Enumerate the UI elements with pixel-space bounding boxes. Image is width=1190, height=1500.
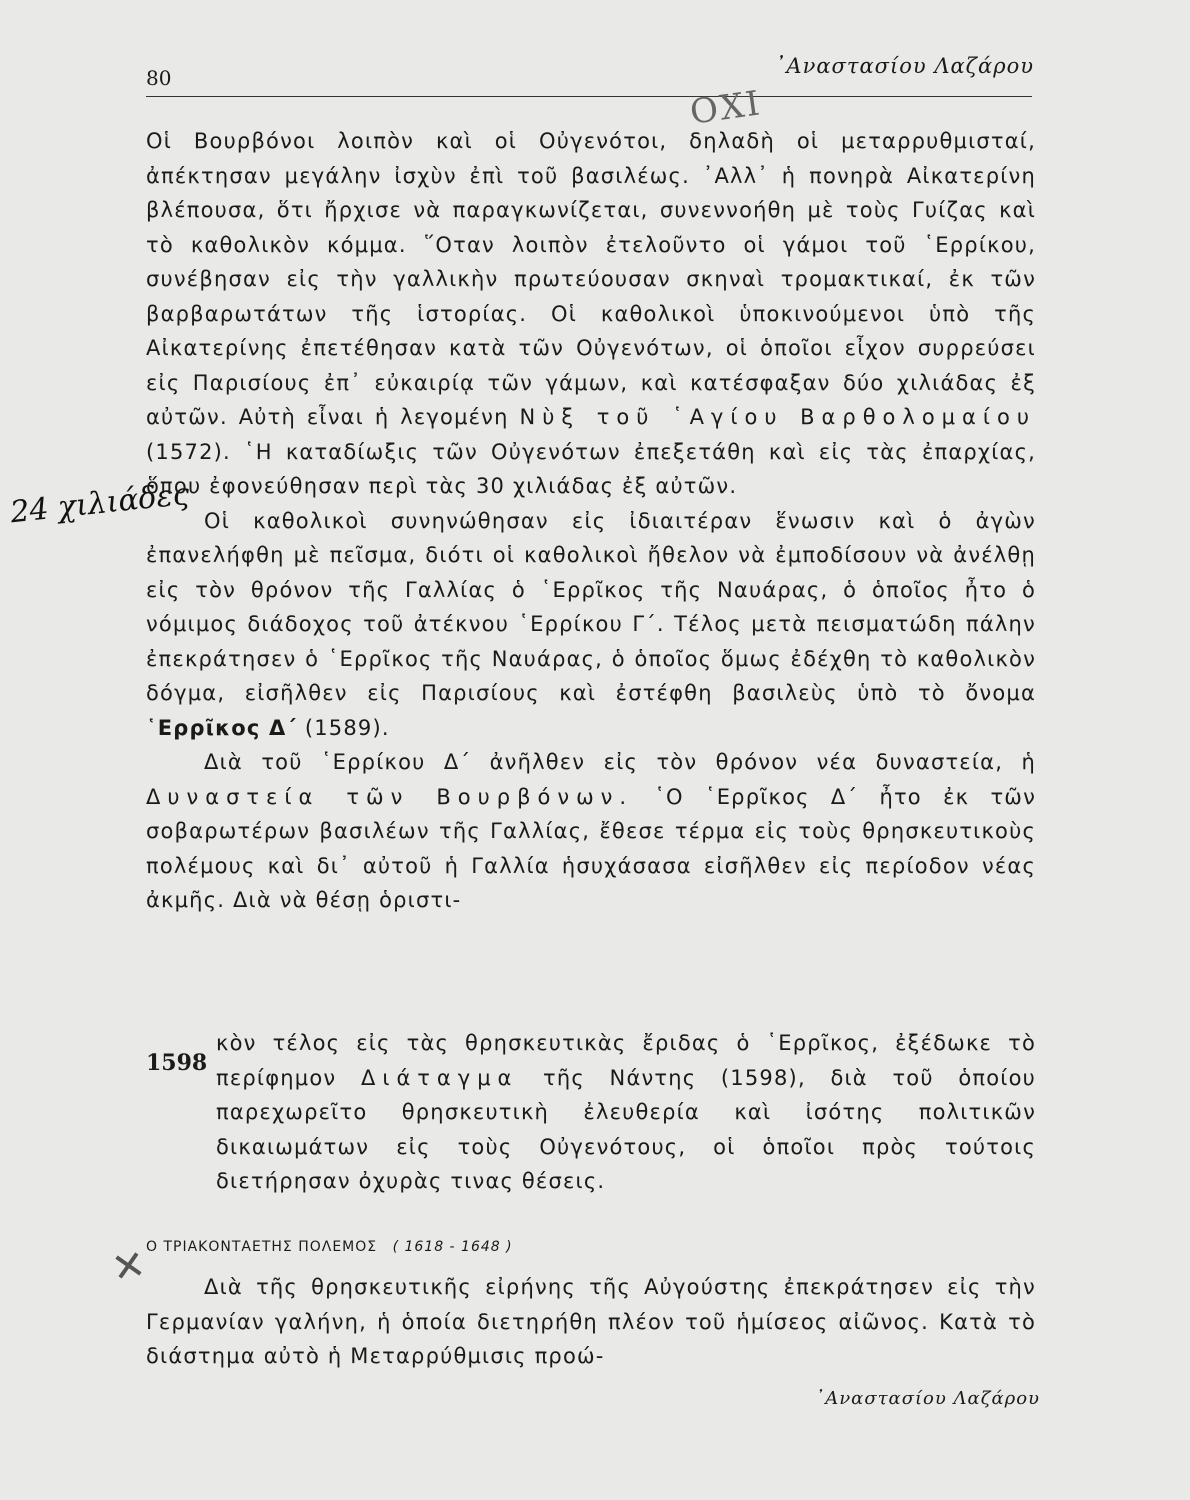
spaced-emphasis: Δυναστεία τῶν Βουρβόνων.: [146, 784, 634, 809]
paragraph: [146, 745, 1036, 918]
paragraph-text: (1589).: [304, 715, 390, 740]
paragraph-text: Διὰ τοῦ ῾Ερρίκου Δ΄ ἀνῆλθεν εἰς τὸν θρόνον νέα δυναστεία, ἡ: [204, 750, 1036, 774]
section-text-block: [146, 1270, 1036, 1374]
paragraph-text: ῾Ο ῾Ερρῖκος Δ΄ ἦτο ἐκ τῶν σοβαρωτέρων βασιλέων τῆς Γαλλίας, ἔθεσε τέρμα εἰς τοὺς θρησκευτικοὺς πολέμους καὶ δι᾿ αὐτοῦ ἡ Γαλλία ἡσυχάσασα εἰσῆλθεν εἰς περίοδον νέας ἀκμῆς. Διὰ νὰ θέσῃ ὁριστι-: [146, 784, 1037, 912]
paragraph: [146, 504, 1036, 746]
paragraph-continuation: [216, 1026, 1036, 1199]
handwritten-margin-note: 24 χιλιάδες: [8, 476, 191, 531]
margin-year-note: 1598: [146, 1050, 208, 1076]
section-heading: [146, 1239, 513, 1255]
pencil-annotation: ΟΧΙ: [687, 83, 764, 133]
paragraph: [146, 124, 1036, 504]
spaced-emphasis: Νὺξ τοῦ ῾Αγίου Βαρθολομαίου: [519, 405, 1036, 429]
pencil-x-mark: ✕: [108, 1241, 150, 1293]
paragraph-text: τῆς Νάντης (1598), διὰ τοῦ ὁποίου παρεχωρεῖτο θρησκευτικὴ ἐλευθερία καὶ ἰσότης πολιτικῶν δικαιωμάτων εἰς τοὺς Οὐγενότους, οἱ ὁποῖοι πρὸς τούτοις διετήρησαν ὀχυρὰς τινας θέσεις.: [216, 1065, 1036, 1193]
section-title: Ο ΤΡΙΑΚΟΝΤΑΕΤΗΣ ΠΟΛΕΜΟΣ: [146, 1239, 378, 1255]
spaced-emphasis: Διάταγμα: [360, 1065, 519, 1090]
paragraph-text: Οἱ καθολικοὶ συνηνώθησαν εἰς ἰδιαιτέραν ἕνωσιν καὶ ὁ ἀγὼν ἐπανελήφθη μὲ πεῖσμα, διότι οἱ καθολικοὶ ἤθελον νὰ ἐμποδίσουν νὰ ἀνέλθῃ εἰς τὸν θρόνον τῆς Γαλλίας ὁ ῾Ερρῖκος τῆς Ναυάρας, ὁ ὁποῖος ἦτο ὁ νόμιμος διάδοχος τοῦ ἀτέκνου ῾Ερρίκου Γ΄. Τέλος μετὰ πεισματώδη πάλην ἐπεκράτησεν ὁ ῾Ερρῖκος τῆς Ναυάρας, ὁ ὁποῖος ὅμως ἐδέχθη τὸ καθολικὸν δόγμα, εἰσῆλθεν εἰς Παρισίους καὶ ἐστέφθη βασιλεὺς ὑπὸ τὸ ὄνομα: [146, 508, 1036, 705]
paragraph: Διὰ τῆς θρησκευτικῆς εἰρήνης τῆς Αὐγούστης ἐπεκράτησεν εἰς τὴν Γερμανίαν γαλήνη, ἡ ὁποία διετηρήθη πλέον τοῦ ἡμίσεος αἰῶνος. Κατὰ τὸ διάστημα αὐτὸ ἡ Μεταρρύθμισις προώ-: [146, 1275, 1036, 1368]
section-date-range: ( 1618 - 1648 ): [392, 1239, 513, 1255]
header-rule: [146, 96, 1032, 97]
main-text-block: [146, 124, 1036, 918]
page-number: 80: [146, 66, 172, 90]
running-head: ᾿Αναστασίου Λαζάρου: [774, 54, 1034, 78]
paragraph-text: Οἱ Βουρβόνοι λοιπὸν καὶ οἱ Οὐγενότοι, δηλαδὴ οἱ μεταρρυθμισταί, ἀπέκτησαν μεγάλην ἰσχὺν ἐπὶ τοῦ βασιλέως. ᾿Αλλ᾿ ἡ πονηρὰ Αἰκατερίνη βλέπουσα, ὅτι ἤρχισε νὰ παραγκωνίζεται, συνεννοήθη μὲ τοὺς Γυίζας καὶ τὸ καθολικὸν κόμμα. ῞Οταν λοιπὸν ἐτελοῦντο οἱ γάμοι τοῦ ῾Ερρίκου, συνέβησαν εἰς τὴν γαλλικὴν πρωτεύουσαν σκηναὶ τρομακτικαί, ἐκ τῶν βαρβαρωτάτων τῆς ἱστορίας. Οἱ καθολικοὶ ὑποκινούμενοι ὑπὸ τῆς Αἰκατερίνης ἐπετέθησαν κατὰ τῶν Οὐγενότων, οἱ ὁποῖοι εἶχον συρρεύσει εἰς Παρισίους ἐπ᾿ εὐκαιρίᾳ τῶν γάμων, καὶ κατέσφαξαν δύο χιλιάδας ἐξ αὐτῶν. Αὐτὴ εἶναι ἡ λεγομένη: [146, 129, 1036, 429]
footer-author: ᾿Αναστασίου Λαζάρου: [815, 1388, 1040, 1409]
paragraph-text: κὸν τέλος εἰς τὰς θρησκευτικὰς ἔριδας ὁ ῾Ερρῖκος, ἐξέδωκε τὸ περίφημον: [216, 1031, 1036, 1090]
paragraph-text: (1572). ῾Η καταδίωξις τῶν Οὐγενότων ἐπεξετάθη καὶ εἰς τὰς ἐπαρχίας, ὅπου ἐφονεύθησαν περὶ τὰς 30 χιλιάδας ἐξ αὐτῶν.: [146, 439, 1036, 498]
bold-emphasis: ῾Ερρῖκος Δ΄: [146, 715, 297, 740]
